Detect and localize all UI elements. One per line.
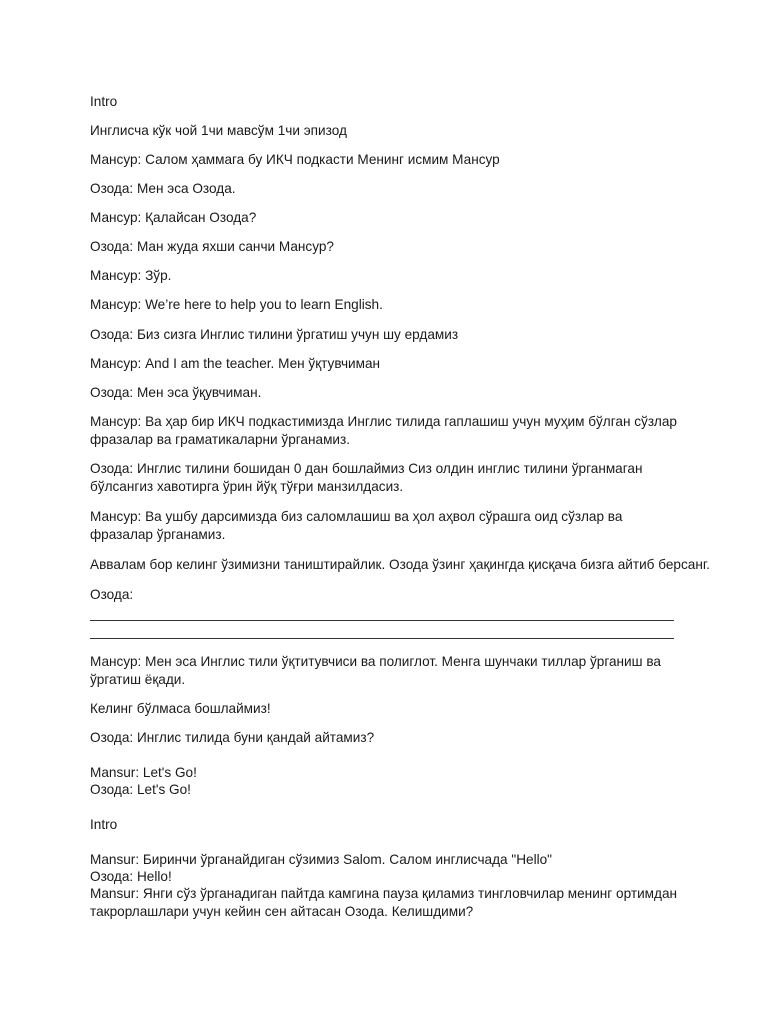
- paragraph: Озода: Биз сизга Инглис тилини ўргатиш учун шу ердамиз: [90, 327, 459, 342]
- paragraph: Озода:: [90, 587, 134, 602]
- paragraph: Intro: [90, 817, 118, 832]
- paragraph: Озода: Ман жуда яхши санчи Мансур?: [90, 239, 334, 254]
- paragraph: Мансур: We’re here to help you to learn English.: [90, 297, 383, 312]
- paragraph: Озода: Инглис тилида буни қандай айтамиз?: [90, 730, 375, 745]
- paragraph: Мансур: Мен эса Инглис тили ўқтитувчиси ва полиглот. Менга шунчаки тиллар ўрганиш ва ўргатиш ёқади.: [90, 654, 661, 687]
- blank-line: [90, 620, 674, 621]
- paragraph: Озода: Let's Go!: [90, 782, 191, 797]
- paragraph: Mansur: Янги сўз ўрганадиган пайтда камгина пауза қиламиз тингловчилар менинг ортимдан такрорлашлари учун кейин сен айтасан Озода. Келишдими?: [90, 886, 678, 919]
- paragraph: Инглисча кўк чой 1чи мавсўм 1чи эпизод: [90, 123, 347, 138]
- paragraph: Мансур: Қалайсан Озода?: [90, 210, 257, 225]
- blank-line: [90, 638, 674, 639]
- paragraph: Озода: Инглис тилини бошидан 0 дан бошлаймиз Сиз олдин инглис тилини ўрганмаган бўлсангиз хавотирга ўрин йўқ тўғри манзилдасиз.: [90, 461, 643, 494]
- paragraph: Келинг бўлмаса бошлаймиз!: [90, 701, 271, 716]
- paragraph: Озода: Hello!: [90, 869, 172, 884]
- paragraph: Мансур: Зўр.: [90, 268, 172, 283]
- paragraph: Mansur: Let's Go!: [90, 765, 197, 780]
- paragraph: Озода: Мен эса ўқувчиман.: [90, 385, 262, 400]
- paragraph: Мансур: Салом ҳаммага бу ИКЧ подкасти Менинг исмим Мансур: [90, 152, 500, 167]
- paragraph: Мансур: Ва ушбу дарсимизда биз саломлашиш ва ҳол аҳвол сўрашга оид сўзлар ва фразалар ўрганамиз.: [90, 509, 623, 542]
- paragraph: Аввалам бор келинг ўзимизни таништирайлик. Озода ўзинг ҳақингда қисқача бизга айтиб берсанг.: [90, 557, 710, 572]
- paragraph: Мансур: And I am the teacher. Мен ўқтувчиман: [90, 356, 381, 371]
- paragraph: Mansur: Биринчи ўрганайдиган сўзимиз Salom. Салом инглисчада "Hello": [90, 852, 552, 867]
- paragraph: Озода: Мен эса Озода.: [90, 181, 236, 196]
- paragraph: Мансур: Ва ҳар бир ИКЧ подкастимизда Инглис тилида гаплашиш учун муҳим бўлган сўзлар фразалар ва граматикаларни ўрганамиз.: [90, 414, 677, 447]
- paragraph: Intro: [90, 94, 118, 109]
